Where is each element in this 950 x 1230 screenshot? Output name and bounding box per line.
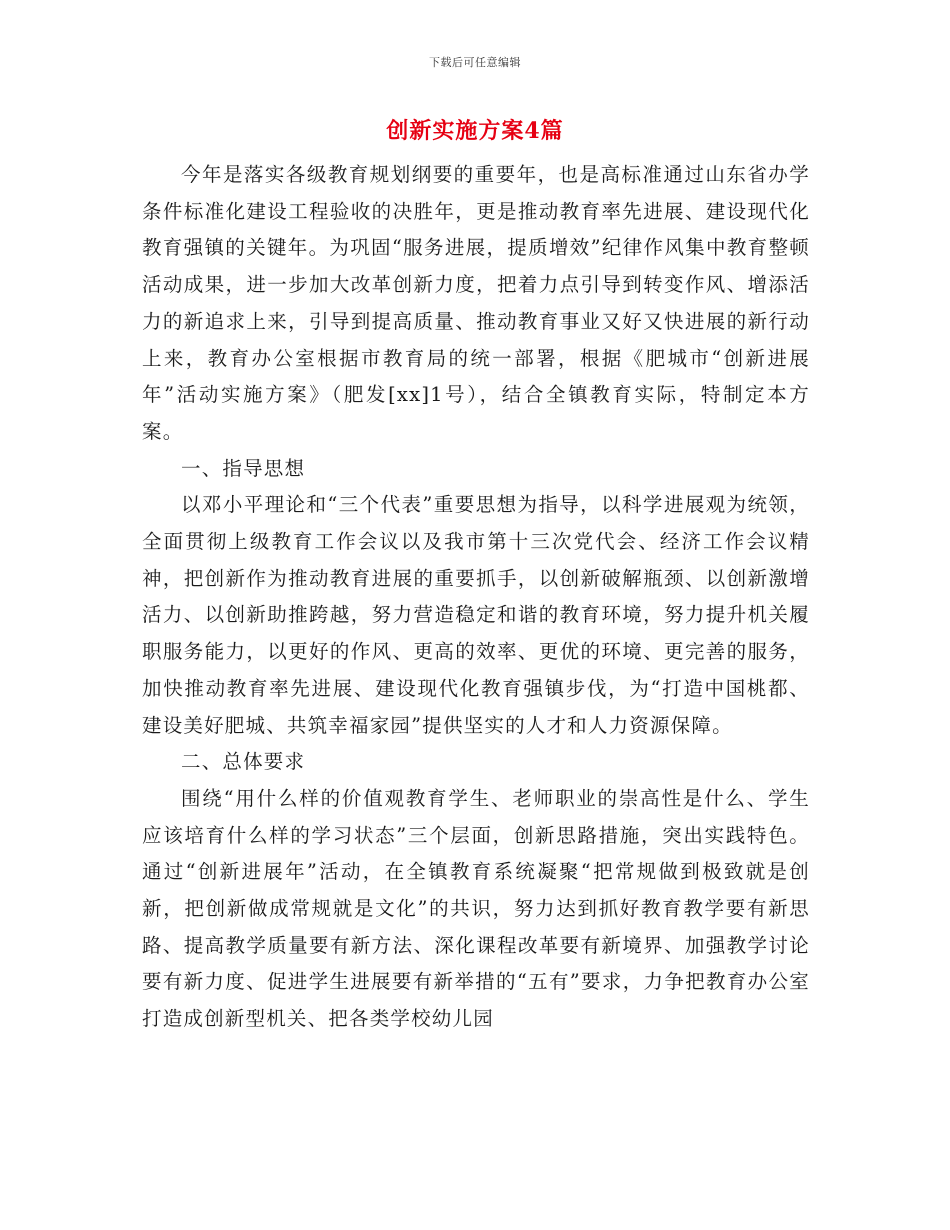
section-heading-guiding-thought: 一、指导思想 [181, 456, 306, 480]
general-requirements-paragraph: 围绕“用什么样的价值观教育学生、老师职业的崇高性是什么、学生应该培育什么样的学习状态”三个层面，创新思路措施，突出实践特色。通过“创新进展年”活动，在全镇教育系统凝聚“把常规做到极致就是创新，把创新做成常规就是文化”的共识，努力达到抓好教育教学要有新思路、提高教学质量要有新方法、深化课程改革要有新境界、加强教学讨论要有新力度、促进学生进展要有新举措的“五有”要求，力争把教育办公室打造成创新型机关、把各类学校幼儿园 [142, 786, 810, 1031]
document-body [142, 157, 810, 1038]
intro-paragraph: 今年是落实各级教育规划纲要的重要年，也是高标准通过山东省办学条件标准化建设工程验收的决胜年，更是推动教育率先进展、建设现代化教育强镇的关键年。为巩固“服务进展，提质增效”纪律作风集中教育整顿活动成果，进一步加大改革创新力度，把着力点引导到转变作风、增添活力的新追求上来，引导到提高质量、推动教育事业又好又快进展的新行动上来，教育办公室根据市教育局的统一部署，根据《肥城市“创新进展年”活动实施方案》（肥发[xx]1号），结合全镇教育实际，特制定本方案。 [142, 163, 810, 443]
document-title: 创新实施方案4篇 [386, 118, 564, 144]
guiding-thought-paragraph: 以邓小平理论和“三个代表”重要思想为指导，以科学进展观为统领，全面贯彻上级教育工作会议以及我市第十三次党代会、经济工作会议精神，把创新作为推动教育进展的重要抓手，以创新破解瓶颈、以创新激增活力、以创新助推跨越，努力营造稳定和谐的教育环境，努力提升机关履职服务能力，以更好的作风、更高的效率、更优的环境、更完善的服务，加快推动教育率先进展、建设现代化教育强镇步伐，为“打造中国桃都、建设美好肥城、共筑幸福家园”提供坚实的人才和人力资源保障。 [142, 493, 810, 737]
section-heading-general-requirements: 二、总体要求 [181, 750, 306, 774]
header-note: 下载后可任意编辑 [429, 56, 521, 69]
